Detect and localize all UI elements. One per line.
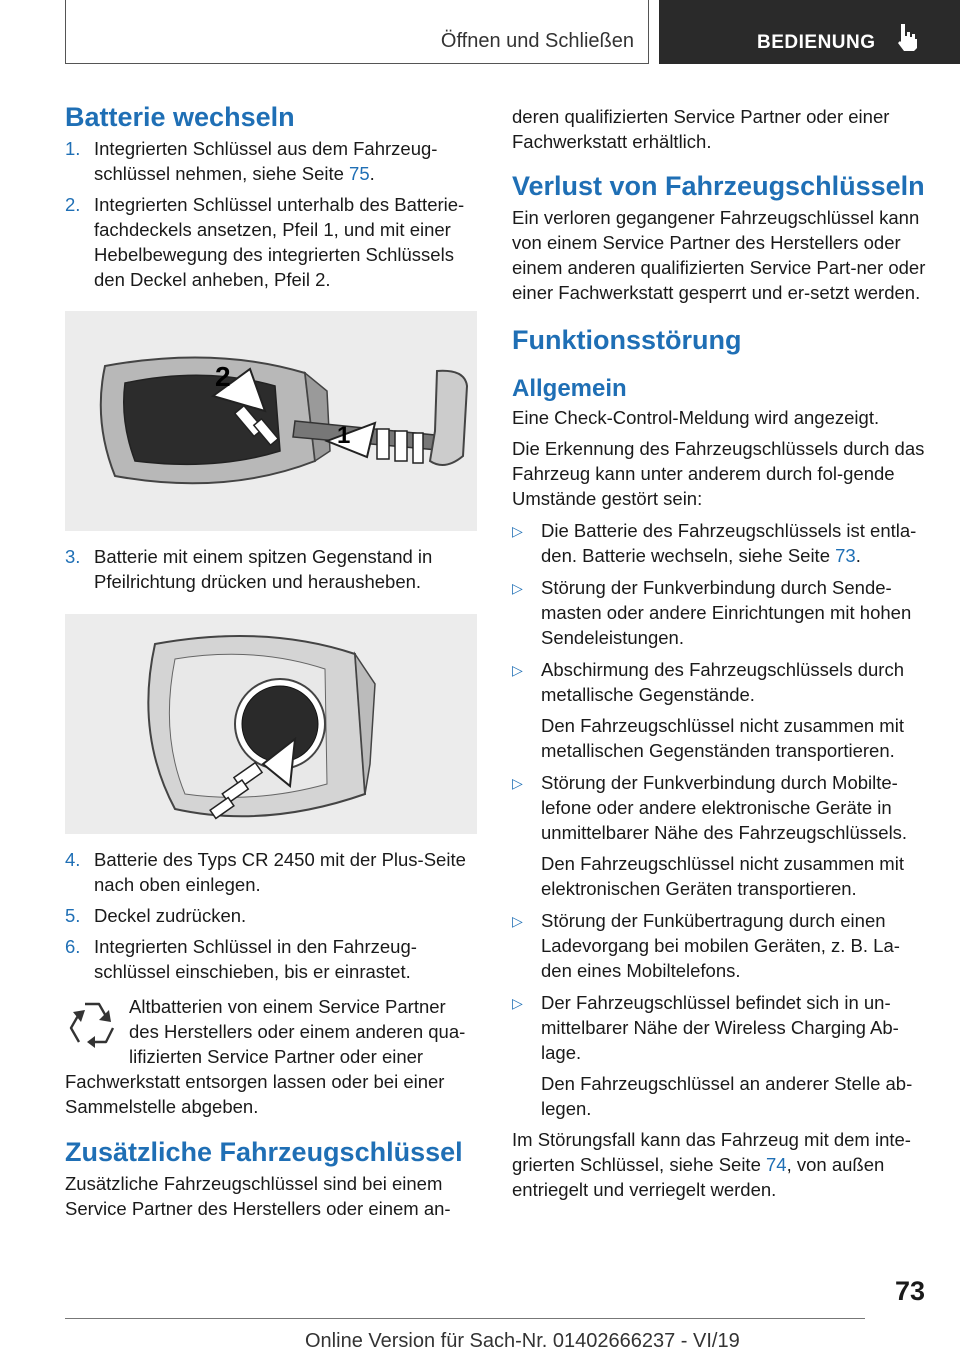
final-paragraph [512,1127,930,1202]
step-4 [65,847,477,897]
malfunction-heading: Funktionsstörung [512,325,742,355]
battery-removal-figure [65,614,477,834]
step-5 [65,903,477,928]
bullet-text: Störung der Funkverbindung durch Mobilte-lefone oder andere elektronische Geräte in unmittelbarer Nähe des Fahrzeugschlüssels. [541,772,908,843]
bullet-item [512,770,930,845]
step-number: 4. [65,849,81,870]
section-title: Öffnen und Schließen [440,30,634,52]
page-number: 73 [895,1276,926,1306]
right-column [512,100,930,1202]
bullet-text: Abschirmung des Fahrzeugschlüssels durch metallische Gegenstände. [541,659,904,705]
page-link-73[interactable]: 73 [835,545,856,566]
recycling-note [65,994,477,1119]
extra-keys-heading: Zusätzliche Fahrzeugschlüssel [65,1137,463,1167]
footer-divider [65,1318,865,1319]
step-text: Integrierten Schlüssel in den Fahrzeug-schlüssel einschieben, bis er einrastet. [94,936,417,982]
triangle-bullet-icon: ▷ [512,913,523,929]
chapter-title: BEDIENUNG [757,32,876,53]
arrow-2-label: 2 [215,361,231,392]
extra-keys-text: Zusätzliche Fahrzeugschlüssel sind bei einem Service Partner des Herstellers oder einem an- [65,1173,451,1219]
triangle-bullet-icon: ▷ [512,523,523,539]
step-text: Batterie des Typs CR 2450 mit der Plus-Seite nach oben einlegen. [94,849,466,895]
bullet-subtext: Den Fahrzeugschlüssel nicht zusammen mit elektronischen Geräten transportieren. [541,853,904,899]
bullet-item [512,657,930,707]
general-heading: Allgemein [512,375,627,402]
left-column [65,100,477,1221]
online-version-text: Online Version für Sach-Nr. 01402666237 - VI/19 [305,1330,740,1352]
arrow-1-label: 1 [337,422,351,449]
step-3 [65,544,477,594]
step-number: 5. [65,905,81,926]
general-p1: Eine Check-Control-Meldung wird angezeigt. [512,407,880,428]
bullet-item [512,908,930,983]
bullet-item [512,575,930,650]
key-lever-figure [65,311,477,531]
battery-change-heading: Batterie wechseln [65,102,295,132]
triangle-bullet-icon: ▷ [512,995,523,1011]
step-number: 2. [65,194,81,215]
step-2 [65,192,477,292]
step-text: Integrierten Schlüssel unterhalb des Batterie-fachdeckels ansetzen, Pfeil 1, und mit einer Hebelbewegung des integrierten Schlüssels den Deckel anheben, Pfeil 2. [94,194,465,290]
final-suffix: , von außen entriegelt und verriegelt werden. [512,1154,885,1200]
bullet-text: Der Fahrzeugschlüssel befindet sich in un-mittelbarer Nähe der Wireless Charging Ab-lage. [541,992,899,1063]
step-6 [65,934,477,984]
step-text: Deckel zudrücken. [94,905,247,926]
step-1 [65,136,477,186]
step-number: 6. [65,936,81,957]
continued-text: deren qualifizierten Service Partner oder einer Fachwerkstatt erhältlich. [512,106,890,152]
bullet-text: Die Batterie des Fahrzeugschlüssels ist entla-den. Batterie wechseln, siehe Seite [541,520,917,566]
bullet-text: Störung der Funkverbindung durch Sende-masten oder andere Einrichtungen mit hohen Sendeleistungen. [541,577,912,648]
step-text: Batterie mit einem spitzen Gegenstand in Pfeilrichtung drücken und herausheben. [94,546,433,592]
step-text: Integrierten Schlüssel aus dem Fahrzeug-schlüssel nehmen, siehe Seite [94,138,438,184]
header-section-tab [65,0,649,64]
triangle-bullet-icon: ▷ [512,580,523,596]
step-suffix: . [369,163,375,184]
bullet-item [512,518,930,568]
bullet-subtext: Den Fahrzeugschlüssel nicht zusammen mit metallischen Gegenständen transportieren. [541,715,904,761]
triangle-bullet-icon: ▷ [512,662,523,678]
recycling-text: Altbatterien von einem Service Partner des Herstellers oder einem anderen qua-lifizierten Service Partner oder einer Fachwerkstatt entsorgen lassen oder bei einer Sammelstelle abgeben. [65,996,466,1117]
page-link-74[interactable]: 74 [766,1154,787,1175]
bullet-text: Störung der Funkübertragung durch einen Ladevorgang bei mobilen Geräten, z. B. La-den eines Mobiltelefons. [541,910,900,981]
step-number: 1. [65,138,81,159]
general-p2: Die Erkennung des Fahrzeugschlüssels durch das Fahrzeug kann unter anderem durch fol-gende Umstände gestört sein: [512,438,925,509]
lost-key-heading: Verlust von Fahrzeugschlüsseln [512,171,925,201]
hand-pointer-icon [894,22,920,58]
header-chapter-tab [659,0,960,64]
page-link-75[interactable]: 75 [349,163,370,184]
final-text: Im Störungsfall kann das Fahrzeug mit dem inte-grierten Schlüssel, siehe Seite [512,1129,911,1175]
bullet-item [512,990,930,1065]
lost-key-text: Ein verloren gegangener Fahrzeugschlüssel kann von einem Service Partner des Herstellers oder einem anderen qualifizierten Service Part-ner oder einer Fachwerkstatt gesperrt und er-setzt werden. [512,207,926,303]
step-number: 3. [65,546,81,567]
triangle-bullet-icon: ▷ [512,775,523,791]
bullet-suffix: . [855,545,861,566]
recycle-icon [65,996,119,1056]
bullet-subtext: Den Fahrzeugschlüssel an anderer Stelle ab-legen. [541,1073,913,1119]
